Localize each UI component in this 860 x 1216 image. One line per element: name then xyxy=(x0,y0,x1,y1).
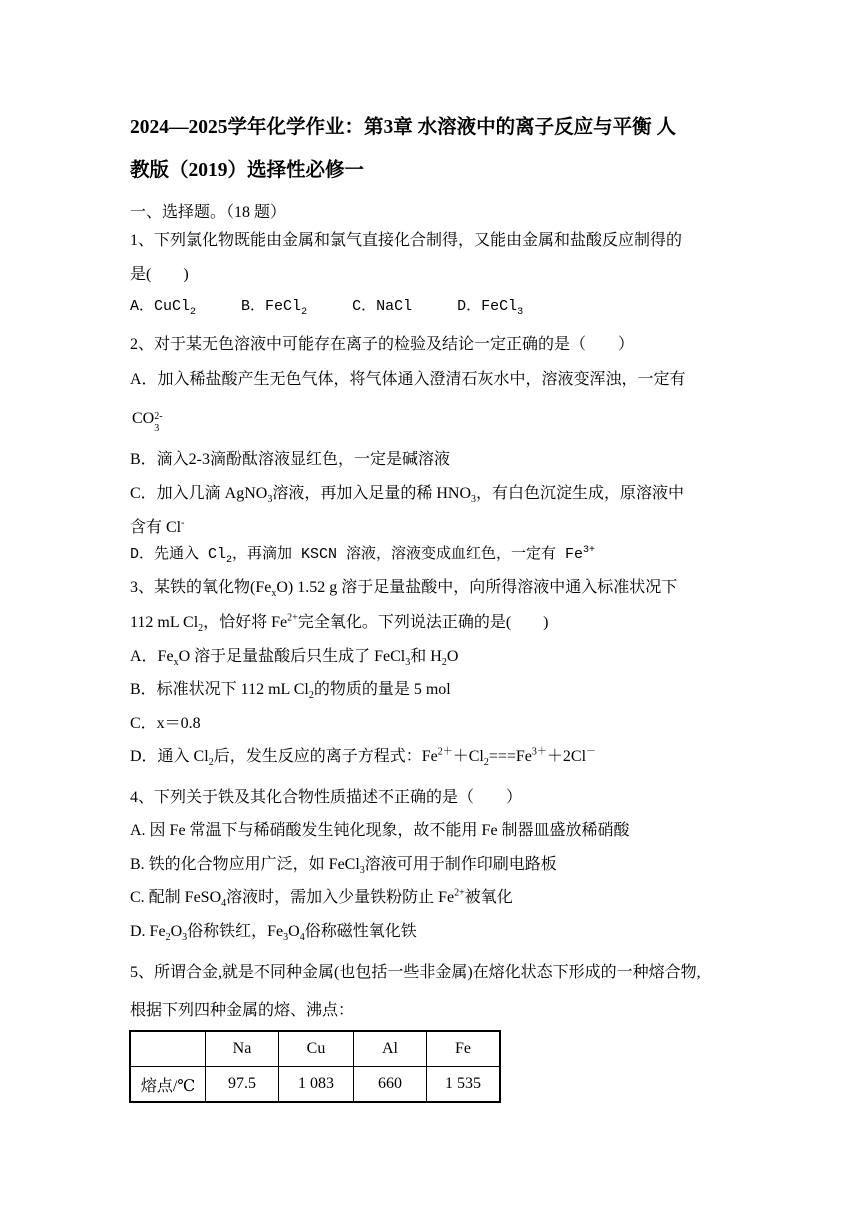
q5-stem-line1: 5、所谓合金,就是不同种金属(也包括一些非金属)在熔化状态下形成的一种熔合物, xyxy=(130,964,701,981)
q4-option-b: B. 铁的化合物应用广泛，如 FeCl$_3$溶液可用于制作印刷电路板 xyxy=(130,856,557,877)
doc-title-line1: 2024—2025学年化学作业：第3章 水溶液中的离子反应与平衡 人 xyxy=(130,117,677,138)
table-header-cell: Cu xyxy=(279,1031,354,1067)
melting-point-table xyxy=(129,1030,501,1103)
table-header-row xyxy=(130,1031,500,1067)
q2-option-d: D．先通入 $Cl_2$，再滴加 KSCN 溶液，溶液变成血红色，一定有 $Fe^{3+}$ xyxy=(130,545,596,566)
table-header-cell: Al xyxy=(354,1031,427,1067)
q5-stem-line2: 根据下列四种金属的熔、沸点： xyxy=(130,1002,355,1019)
q2-option-a-line2: CO 2- 3 xyxy=(132,410,163,434)
q4-option-d: D. $Fe_2O_3$俗称铁红，$Fe_3O_4$俗称磁性氧化铁 xyxy=(130,923,417,944)
doc-title-line2: 教版（2019）选择性必修一 xyxy=(130,160,365,181)
table-cell: 660 xyxy=(354,1067,427,1103)
table-header-cell xyxy=(130,1031,206,1067)
q1-option-b: B．FeCl$_2$ xyxy=(241,298,308,318)
table-cell: 1 535 xyxy=(427,1067,501,1103)
table-header-cell: Na xyxy=(206,1031,279,1067)
q1-option-d: D．FeCl$_3$ xyxy=(457,298,524,318)
q3-option-b: B．标准状况下 112 mL $Cl_2$的物质的量是 5 mol xyxy=(130,681,451,702)
q2-option-c-line2: 含有 Cl- xyxy=(130,517,185,536)
q3-option-d: D．通入 $Cl_2$后，发生反应的离子方程式：$Fe^{2+}+Cl_2===Fe^{3+}+2Cl^-$ xyxy=(130,746,597,769)
q2-option-a-line1: A．加入稀盐酸产生无色气体，将气体通入澄清石灰水中，溶液变浑浊，一定有 xyxy=(130,371,686,388)
table-row xyxy=(130,1067,500,1103)
table-cell: 1 083 xyxy=(279,1067,354,1103)
q1-stem-line1: 1、下列氯化物既能由金属和氯气直接化合制得，又能由金属和盐酸反应制得的 xyxy=(130,232,683,249)
q2-option-c-line1: C．加入几滴 AgNO$_3$溶液，再加入足量的稀 $HNO_3$，有白色沉淀生成，原溶液中 xyxy=(130,485,685,506)
q2-option-b: B．滴入2-3滴酚酞溶液显红色，一定是碱溶液 xyxy=(130,451,451,468)
q1-option-c: C．NaCl xyxy=(352,298,413,315)
q4-option-c: C. 配制 FeSO$_4$溶液时，需加入少量铁粉防止 $Fe^{2+}$被氧化 xyxy=(130,887,513,910)
q3-stem-line2: 112 mL $Cl_2$，恰好将 $Fe^{2+}$完全氧化。下列说法正确的是( ) xyxy=(130,612,549,635)
table-cell: 97.5 xyxy=(206,1067,279,1103)
q1-stem-line2: 是( ) xyxy=(130,266,189,283)
q3-option-c: C．x＝0.8 xyxy=(130,715,201,732)
table-row-label: 熔点/℃ xyxy=(130,1067,206,1103)
q2-stem: 2、对于某无色溶液中可能存在离子的检验及结论一定正确的是（ ） xyxy=(130,336,635,353)
section-heading: 一、选择题。（18 题） xyxy=(130,204,287,221)
q4-option-a: A. 因 Fe 常温下与稀硝酸发生钝化现象，故不能用 Fe 制器皿盛放稀硝酸 xyxy=(130,822,630,839)
table-header-cell: Fe xyxy=(427,1031,501,1067)
q4-stem: 4、下列关于铁及其化合物性质描述不正确的是（ ） xyxy=(130,789,523,806)
q1-options xyxy=(130,296,523,318)
q1-option-a: A．CuCl$_2$ xyxy=(130,298,197,318)
q3-option-a: A．$Fe_xO$ 溶于足量盐酸后只生成了 FeCl$_3$和 $H_2O$ xyxy=(130,648,459,669)
q3-stem-line1: 3、某铁的氧化物$(Fe_xO)$ 1.52 g 溶于足量盐酸中，向所得溶液中通入标准状况下 xyxy=(130,579,678,600)
